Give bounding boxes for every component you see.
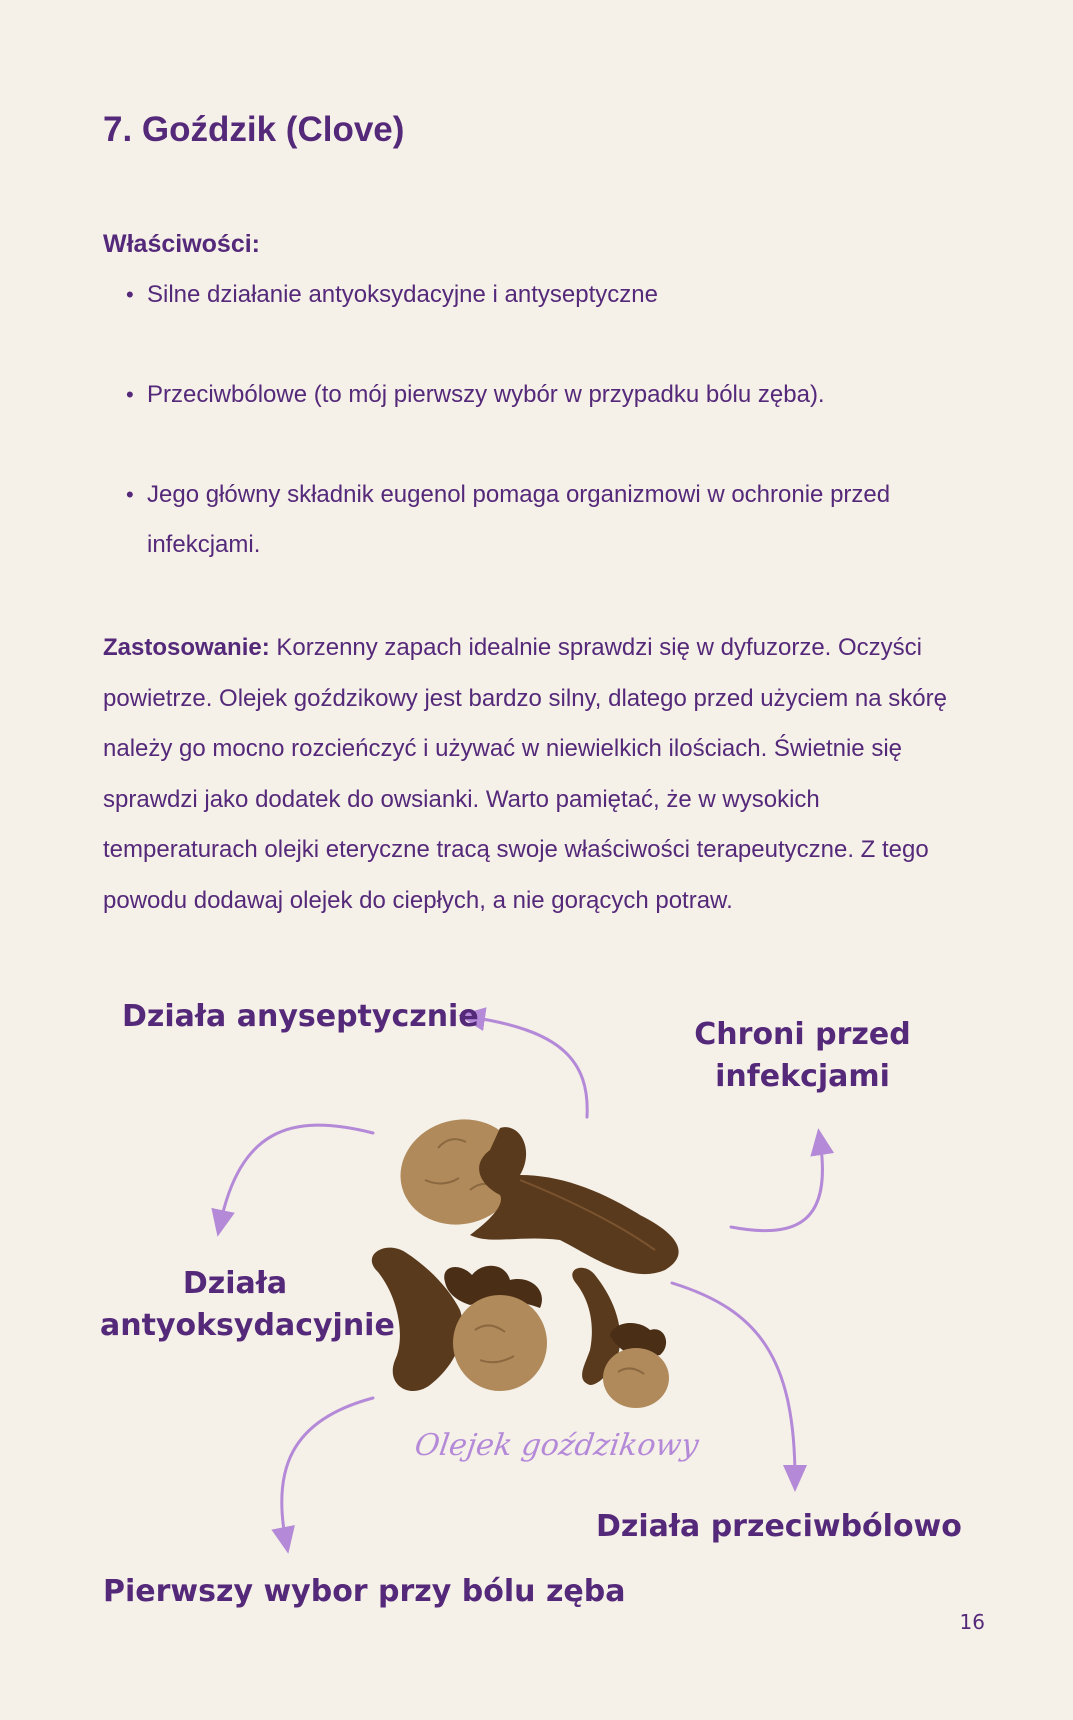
bullet-icon: • bbox=[126, 282, 134, 307]
label-antioxidant: Działa antyoksydacyjnie bbox=[100, 1266, 395, 1343]
arrow-antioxidant bbox=[220, 1125, 373, 1225]
properties-heading: Właściwości: bbox=[103, 230, 260, 258]
list-item: • Przeciwbólowe (to mój pierwszy wybór w przypadku bólu zęba). bbox=[103, 370, 963, 420]
bullet-icon: • bbox=[126, 482, 134, 507]
list-item: • Silne działanie antyoksydacyjne i antyseptyczne bbox=[103, 270, 963, 320]
page-title: 7. Goździk (Clove) bbox=[103, 110, 405, 149]
arrow-antiseptic bbox=[470, 1017, 587, 1117]
label-toothache: Pierwszy wybor przy bólu zęba bbox=[103, 1574, 626, 1609]
label-infections: Chroni przed infekcjami bbox=[694, 1017, 911, 1094]
arrow-infections bbox=[731, 1140, 822, 1231]
oil-caption: Olejek goździkowy bbox=[412, 1428, 701, 1463]
usage-label: Zastosowanie: bbox=[103, 634, 270, 661]
list-item: • Jego główny składnik eugenol pomaga organizmowi w ochronie przed infekcjami. bbox=[103, 470, 963, 570]
arrow-toothache bbox=[282, 1398, 373, 1542]
bullet-icon: • bbox=[126, 382, 134, 407]
page-number: 16 bbox=[959, 1610, 985, 1634]
label-antiseptic: Działa anyseptycznie bbox=[122, 999, 479, 1034]
usage-text: Korzenny zapach idealnie sprawdzi się w dyfuzorze. Oczyści powietrze. Olejek goździkowy jest bardzo silny, dlatego przed użyciem na skórę należy go mocno rozcieńczyć i używać w niewielkich ilościach. Świetnie się sprawdzi jako dodatek do owsianki. Warto pamiętać, że w wysokich temperaturach olejki eteryczne tracą swoje właściwości terapeutyczne. Z tego powodu dodawaj olejek do ciepłych, a nie gorących potraw. bbox=[103, 634, 947, 914]
clove-illustration bbox=[372, 1106, 679, 1408]
label-painkiller: Działa przeciwbólowo bbox=[596, 1509, 962, 1544]
